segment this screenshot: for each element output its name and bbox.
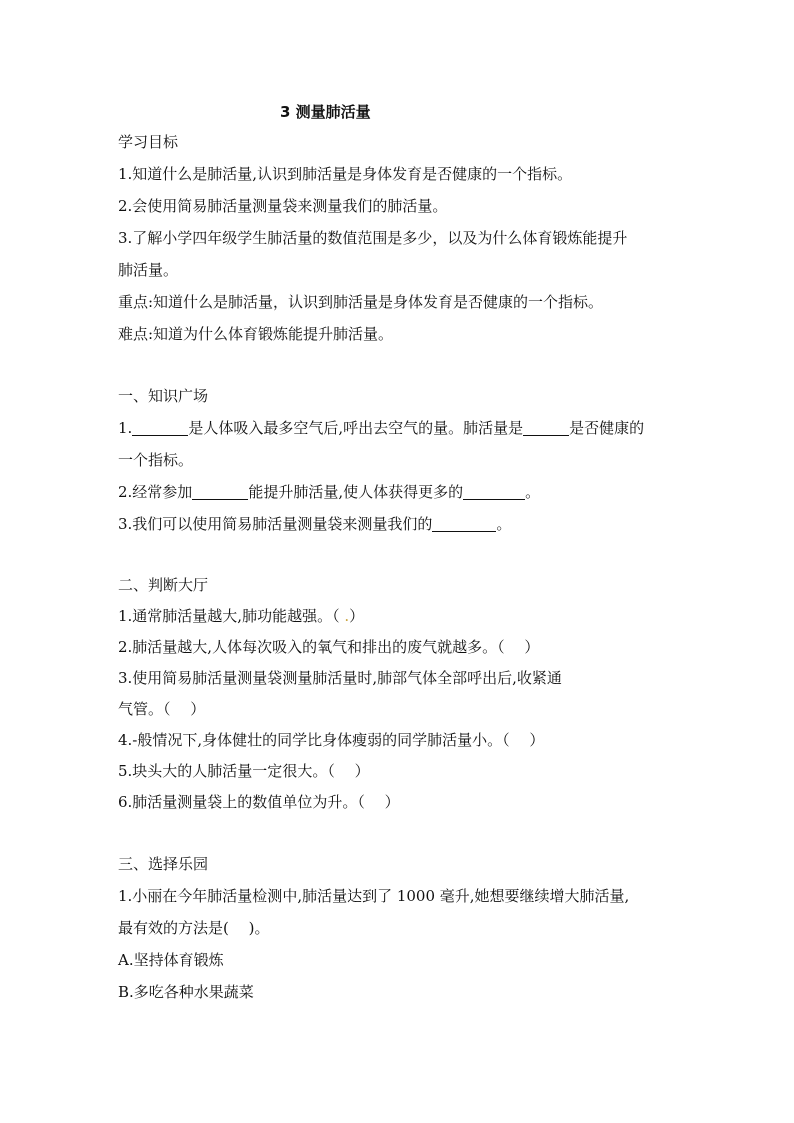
difficult-point: 难点:知道为什么体育锻炼能提升肺活量。: [118, 325, 394, 343]
page-title: 3 测量肺活量: [280, 103, 371, 121]
objectives-heading: 学习目标: [118, 133, 179, 151]
answer-blank[interactable]: [132, 418, 188, 436]
objective-item-3: 3.了解小学四年级学生肺活量的数值范围是多少，以及为什么体育锻炼能提升: [118, 229, 628, 247]
fill-question-1-cont: 一个指标。: [118, 451, 194, 469]
objective-item-2: 2.会使用简易肺活量测量袋来测量我们的肺活量。: [118, 197, 448, 215]
section2-heading: 二、判断大厅: [118, 576, 209, 594]
objective-item-3-cont: 肺活量。: [118, 261, 179, 279]
judge-item-2: 2.肺活量越大,人体每次吸入的氧气和排出的废气就越多。（ ）: [118, 638, 540, 656]
choice-option-a: A.坚持体育锻炼: [118, 951, 224, 969]
judge-item-5: 5.块头大的人肺活量一定很大。（ ）: [118, 762, 370, 780]
judge-item-3-cont: 气管。（ ）: [118, 700, 206, 718]
answer-blank[interactable]: [523, 418, 569, 436]
answer-blank[interactable]: [432, 514, 496, 532]
answer-mark: .: [339, 607, 350, 625]
answer-blank[interactable]: [192, 482, 248, 500]
answer-blank[interactable]: [463, 482, 525, 500]
worksheet-page: [118, 98, 688, 1008]
judge-item-4: 4.-般情况下,身体健壮的同学比身体瘦弱的同学肺活量小。（ ）: [118, 731, 545, 749]
section1-heading: 一、知识广场: [118, 387, 209, 405]
fill-question-1: 1. 是人体吸入最多空气后,呼出去空气的量。肺活量是 是否健康的: [118, 419, 645, 437]
fill-question-3: 3.我们可以使用简易肺活量测量袋来测量我们的 。: [118, 515, 512, 533]
judge-item-1: 1.通常肺活量越大,肺功能越强。（ .）: [118, 607, 365, 625]
objective-item-1: 1.知道什么是肺活量,认识到肺活量是身体发育是否健康的一个指标。: [118, 165, 573, 183]
choice-question-1: 1.小丽在今年肺活量检测中,肺活量达到了 1000 毫升,她想要继续增大肺活量,: [118, 887, 630, 905]
section3-heading: 三、选择乐园: [118, 855, 209, 873]
fill-question-2: 2.经常参加 能提升肺活量,使人体获得更多的 。: [118, 483, 541, 501]
choice-option-b: B.多吃各种水果蔬菜: [118, 983, 254, 1001]
key-point: 重点:知道什么是肺活量，认识到肺活量是身体发育是否健康的一个指标。: [118, 293, 604, 311]
judge-item-6: 6.肺活量测量袋上的数值单位为升。（ ）: [118, 793, 400, 811]
judge-item-3: 3.使用简易肺活量测量袋测量肺活量时,肺部气体全部呼出后,收紧通: [118, 669, 562, 687]
choice-question-1-cont: 最有效的方法是( )。: [118, 919, 270, 937]
